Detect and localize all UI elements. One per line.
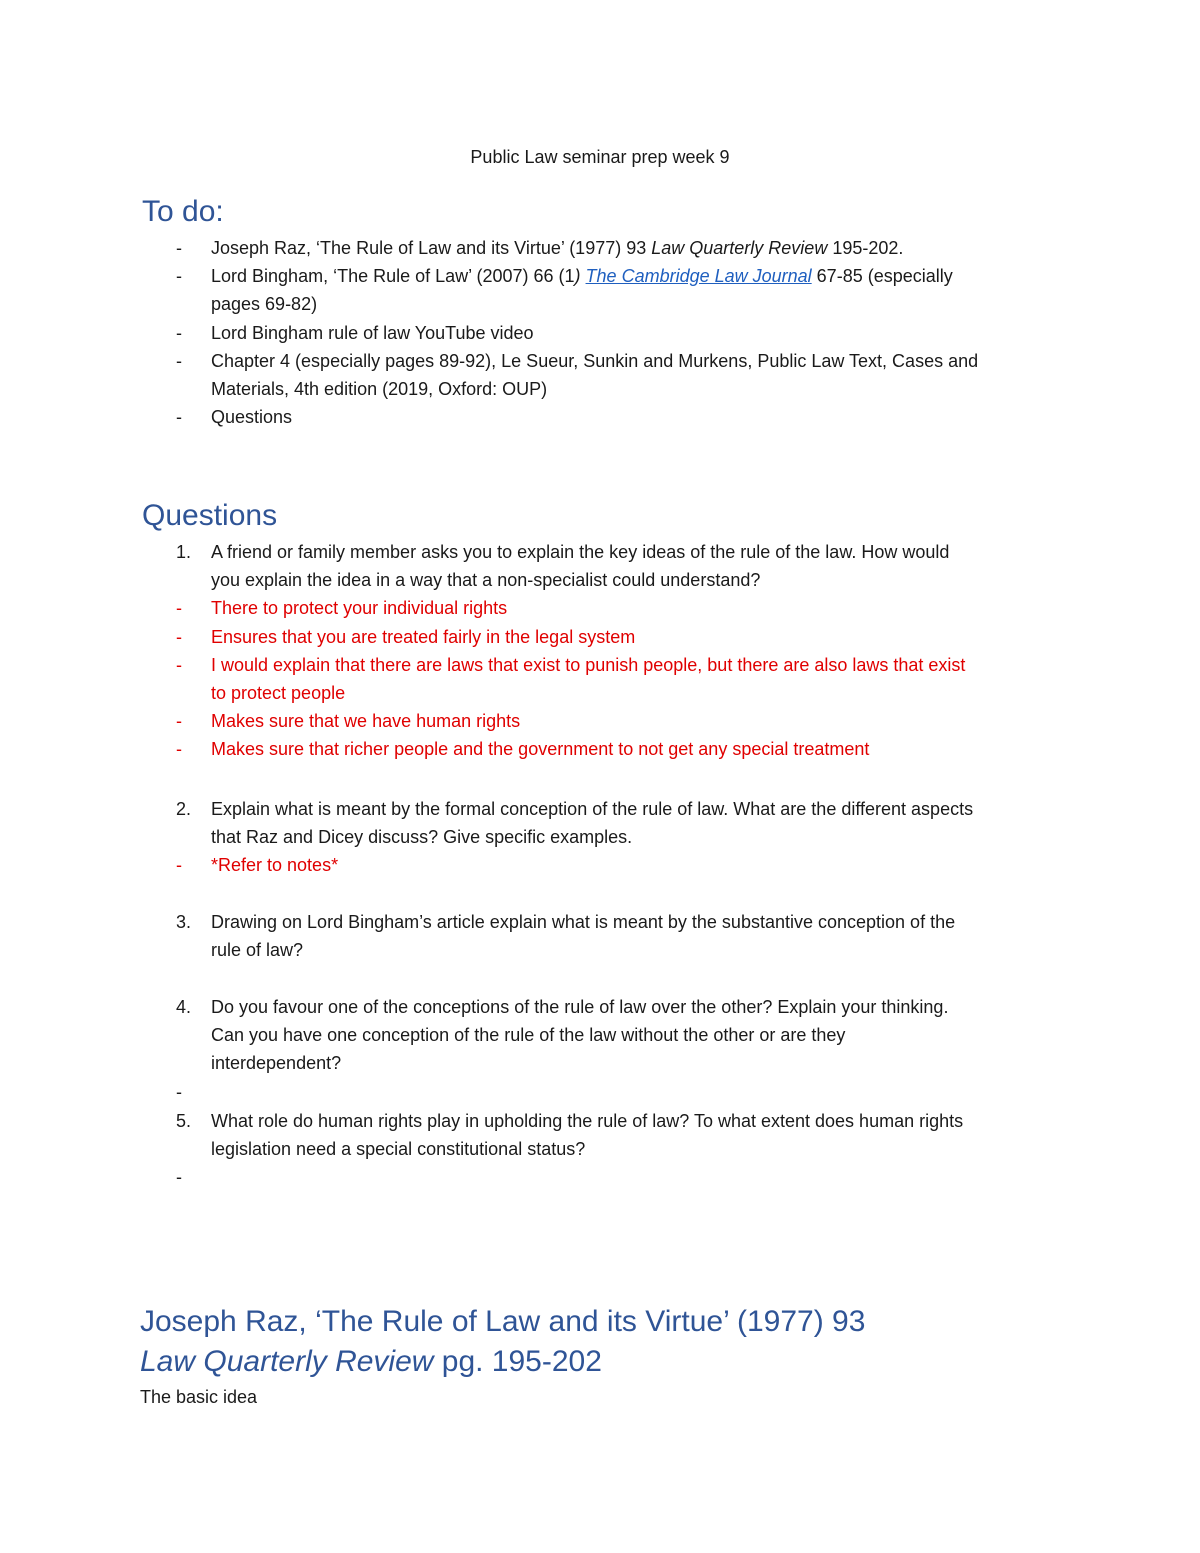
list-item-text: Makes sure that we have human rights — [211, 711, 521, 731]
list-marker: - — [176, 655, 182, 675]
list-item-text: rule of law? — [211, 940, 304, 960]
question-1 — [0, 566, 1200, 594]
question-4 — [0, 1021, 1200, 1049]
question-3 — [0, 908, 1200, 936]
todo-item — [0, 319, 1200, 347]
list-marker: - — [176, 1082, 182, 1102]
list-item-text: interdependent? — [211, 1053, 342, 1073]
answer-item — [0, 651, 1200, 679]
question-5 — [0, 1135, 1200, 1163]
list-item-text — [211, 290, 1071, 318]
list-marker: - — [176, 855, 182, 875]
list-item-text: to protect people — [211, 683, 346, 703]
raz-journal-title: Law Quarterly Review — [140, 1345, 434, 1378]
list-item-text — [211, 234, 1071, 262]
raz-section-heading-line2 — [140, 1342, 602, 1382]
list-item-text: *Refer to notes* — [211, 855, 339, 875]
list-marker: - — [176, 323, 182, 343]
question-1 — [0, 538, 1200, 566]
question-2 — [0, 823, 1200, 851]
text-run: Questions — [211, 407, 293, 427]
todo-item — [0, 375, 1200, 403]
list-item-text: that Raz and Dicey discuss? Give specific examples. — [211, 827, 633, 847]
raz-section-heading-line1: Joseph Raz, ‘The Rule of Law and its Virtue’ (1977) 93 — [140, 1305, 866, 1338]
answer-item — [0, 679, 1200, 707]
question-4 — [0, 993, 1200, 1021]
list-item-text — [211, 347, 1071, 375]
text-run: Lord Bingham rule of law YouTube video — [211, 323, 534, 343]
text-run: pages 69-82) — [211, 294, 318, 314]
list-marker: - — [176, 351, 182, 371]
question-4 — [0, 1049, 1200, 1077]
answer-item — [0, 594, 1200, 622]
list-marker: - — [176, 266, 182, 286]
list-item-text: Can you have one conception of the rule of the law without the other or are they — [211, 1025, 846, 1045]
list-marker: - — [176, 407, 182, 427]
list-item-text: you explain the idea in a way that a non-specialist could understand? — [211, 570, 761, 590]
todo-item — [0, 290, 1200, 318]
todo-item — [0, 234, 1200, 262]
list-item-text: What role do human rights play in upholding the rule of law? To what extent does human rights — [211, 1111, 964, 1131]
list-marker: 5. — [176, 1111, 192, 1131]
list-item-text: Makes sure that richer people and the government to not get any special treatment — [211, 739, 870, 759]
list-marker: - — [176, 238, 182, 258]
list-marker: - — [176, 598, 182, 618]
list-item-text: Ensures that you are treated fairly in the legal system — [211, 627, 636, 647]
text-run: Materials, 4th edition (2019, Oxford: OUP) — [211, 379, 548, 399]
text-run: Joseph Raz, ‘The Rule of Law and its Virtue’ (1977) 93 — [211, 238, 652, 258]
list-item-text — [211, 403, 1071, 431]
list-item-text: Explain what is meant by the formal conception of the rule of law. What are the different aspects — [211, 799, 974, 819]
text-run: Law Quarterly Review — [651, 238, 828, 258]
text-run: 67-85 (especially — [811, 266, 953, 286]
todo-heading: To do: — [142, 195, 224, 228]
list-item-text: Drawing on Lord Bingham’s article explain what is meant by the substantive conception of the — [211, 912, 956, 932]
list-item-text: A friend or family member asks you to explain the key ideas of the rule of the law. How would — [211, 542, 950, 562]
todo-item — [0, 262, 1200, 290]
question-3 — [0, 936, 1200, 964]
answer-item — [0, 707, 1200, 735]
list-item-text — [211, 375, 1071, 403]
list-item-text — [211, 262, 1071, 290]
document-title: Public Law seminar prep week 9 — [470, 147, 730, 167]
list-marker: 1. — [176, 542, 192, 562]
raz-subheading: The basic idea — [140, 1387, 258, 1407]
list-marker: 3. — [176, 912, 192, 932]
list-marker: - — [176, 627, 182, 647]
list-marker: - — [176, 1167, 182, 1187]
list-marker: 4. — [176, 997, 192, 1017]
list-marker: - — [176, 739, 182, 759]
text-run: 195-202. — [827, 238, 904, 258]
text-run: Lord Bingham, ‘The Rule of Law’ (2007) 66 (1 — [211, 266, 575, 286]
question-5 — [0, 1107, 1200, 1135]
empty-list-item — [0, 1078, 1200, 1106]
answer-item — [0, 623, 1200, 651]
list-item-text: I would explain that there are laws that exist to punish people, but there are also laws that exist — [211, 655, 966, 675]
todo-item — [0, 347, 1200, 375]
answer-item — [0, 735, 1200, 763]
list-marker: - — [176, 711, 182, 731]
list-marker: 2. — [176, 799, 192, 819]
journal-link[interactable]: The Cambridge Law Journal — [585, 266, 812, 286]
answer-item — [0, 851, 1200, 879]
questions-heading: Questions — [142, 499, 278, 532]
list-item-text — [211, 319, 1071, 347]
list-item-text: There to protect your individual rights — [211, 598, 508, 618]
text-run: ) — [574, 266, 586, 286]
raz-pages: pg. 195-202 — [433, 1345, 602, 1378]
text-run: Chapter 4 (especially pages 89-92), Le Sueur, Sunkin and Murkens, Public Law Text, Cases and — [211, 351, 979, 371]
question-2 — [0, 795, 1200, 823]
list-item-text: Do you favour one of the conceptions of the rule of law over the other? Explain your thinking. — [211, 997, 949, 1017]
empty-list-item — [0, 1163, 1200, 1191]
list-item-text: legislation need a special constitutional status? — [211, 1139, 586, 1159]
todo-item — [0, 403, 1200, 431]
